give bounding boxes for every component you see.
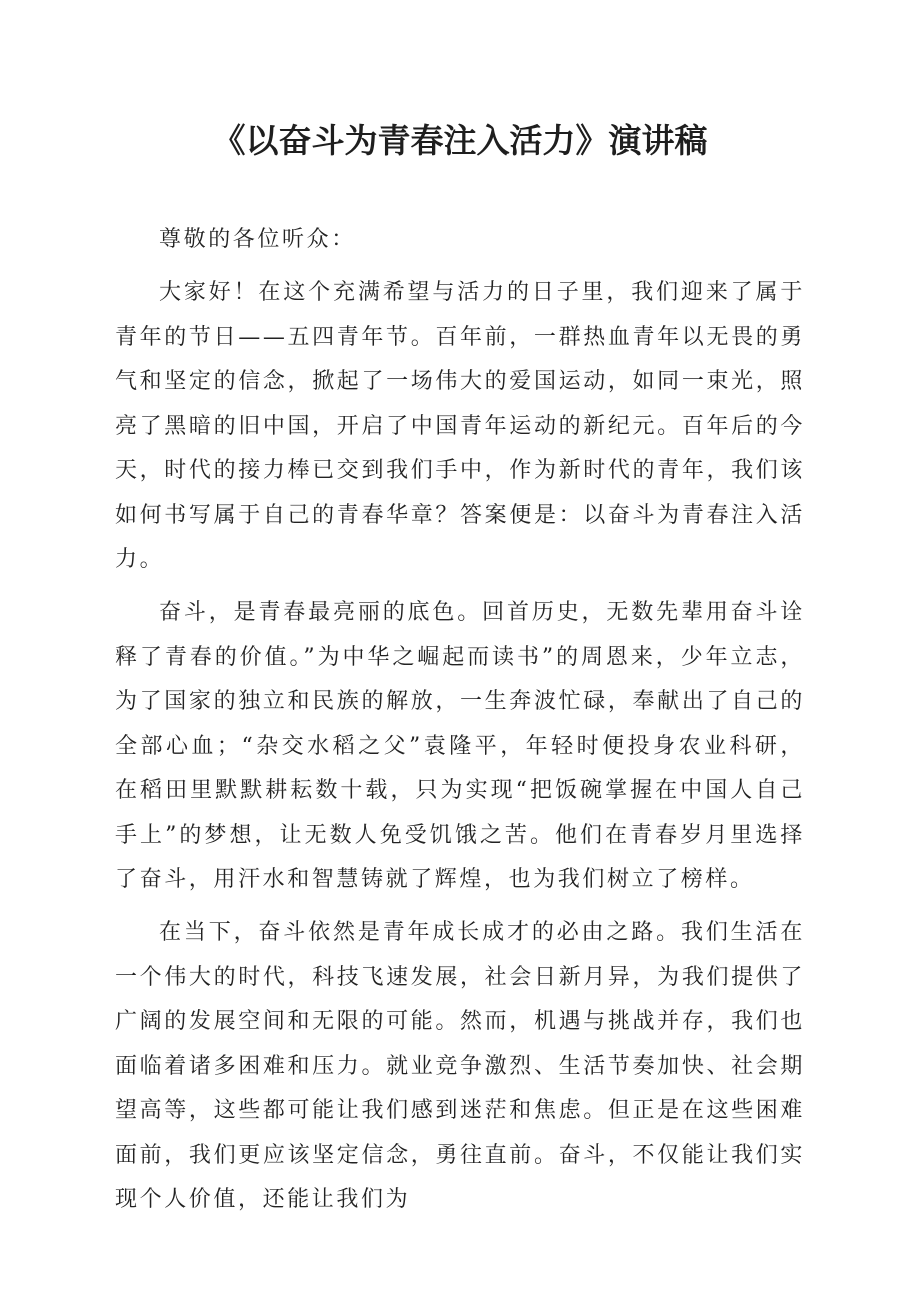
paragraph-2: 奋斗，是青春最亮丽的底色。回首历史，无数先辈用奋斗诠释了青春的价值。”为中华之崛起而读书”的周恩来，少年立志，为了国家的独立和民族的解放，一生奔波忙碌，奉献出了自己的全部心血；“杂交水稻之父”袁隆平，年轻时便投身农业科研，在稻田里默默耕耘数十载，只为实现“把饭碗掌握在中国人自己手上”的梦想，让无数人免受饥饿之苦。他们在青春岁月里选择了奋斗，用汗水和智慧铸就了辉煌，也为我们树立了榜样。 bbox=[115, 600, 805, 892]
paragraph-1: 大家好！在这个充满希望与活力的日子里，我们迎来了属于青年的节日——五四青年节。百年前，一群热血青年以无畏的勇气和坚定的信念，掀起了一场伟大的爱国运动，如同一束光，照亮了黑暗的旧中国，开启了中国青年运动的新纪元。百年后的今天，时代的接力棒已交到我们手中，作为新时代的青年，我们该如何书写属于自己的青春华章？答案便是：以奋斗为青春注入活力。 bbox=[115, 280, 805, 572]
document-title: 《以奋斗为青春注入活力》演讲稿 bbox=[212, 121, 708, 160]
document-body bbox=[115, 218, 805, 1231]
salutation: 尊敬的各位听众： bbox=[159, 227, 356, 252]
paragraph-3: 在当下，奋斗依然是青年成长成才的必由之路。我们生活在一个伟大的时代，科技飞速发展，社会日新月异，为我们提供了广阔的发展空间和无限的可能。然而，机遇与挑战并存，我们也面临着诸多困难和压力。就业竞争激烈、生活节奏加快、社会期望高等，这些都可能让我们感到迷茫和焦虑。但正是在这些困难面前，我们更应该坚定信念，勇往直前。奋斗，不仅能让我们实现个人价值，还能让我们为 bbox=[115, 920, 805, 1212]
